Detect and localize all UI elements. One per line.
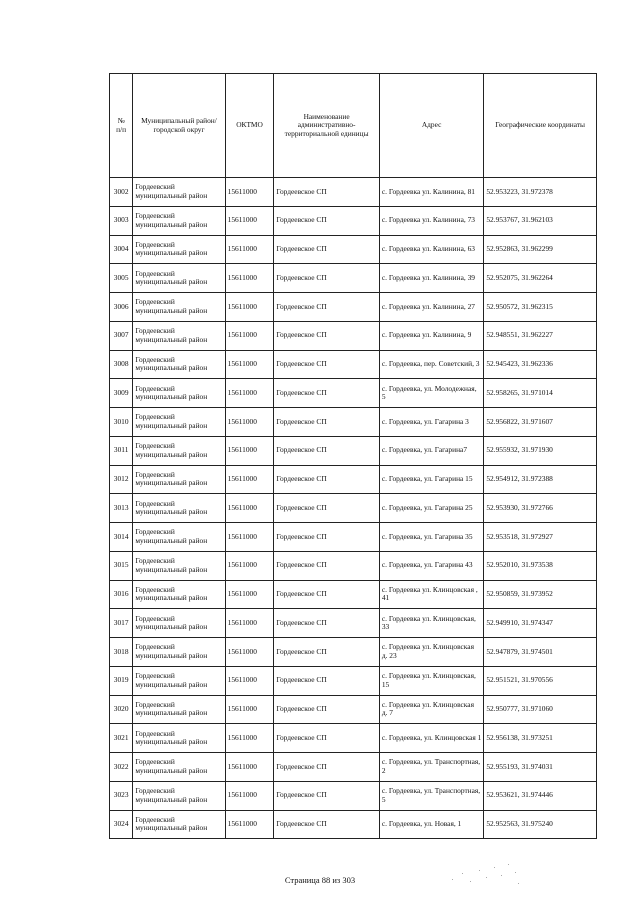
header-geo: Географические координаты (484, 74, 597, 178)
row-unit: Гордеевское СП (274, 178, 380, 207)
row-district: Гордеевский муниципальный район (133, 379, 225, 408)
row-geo: 52.958265, 31.971014 (484, 379, 597, 408)
row-unit: Гордеевское СП (274, 695, 380, 724)
row-oktmo: 15611000 (225, 666, 274, 695)
row-geo: 52.956822, 31.971607 (484, 408, 597, 437)
row-num: 3005 (110, 264, 133, 293)
row-oktmo: 15611000 (225, 724, 274, 753)
header-unit: Наименование административно-территориальной единицы (274, 74, 380, 178)
row-unit: Гордеевское СП (274, 609, 380, 638)
row-num: 3017 (110, 609, 133, 638)
row-num: 3009 (110, 379, 133, 408)
table-row (110, 321, 597, 350)
row-district: Гордеевский муниципальный район (133, 724, 225, 753)
row-unit: Гордеевское СП (274, 235, 380, 264)
row-address: с. Гордеевка, ул. Гагарина7 (379, 436, 484, 465)
row-district: Гордеевский муниципальный район (133, 695, 225, 724)
row-oktmo: 15611000 (225, 408, 274, 437)
row-geo: 52.948551, 31.962227 (484, 321, 597, 350)
row-geo: 52.953518, 31.972927 (484, 523, 597, 552)
row-unit: Гордеевское СП (274, 523, 380, 552)
row-address: с. Гордеевка, ул. Гагарина 35 (379, 523, 484, 552)
row-num: 3004 (110, 235, 133, 264)
header-address: Адрес (379, 74, 484, 178)
row-district: Гордеевский муниципальный район (133, 465, 225, 494)
row-unit: Гордеевское СП (274, 436, 380, 465)
row-unit: Гордеевское СП (274, 666, 380, 695)
row-address: с. Гордеевка, ул. Транспортная, 2 (379, 753, 484, 782)
row-geo: 52.956138, 31.973251 (484, 724, 597, 753)
row-num: 3016 (110, 580, 133, 609)
table-row (110, 551, 597, 580)
row-oktmo: 15611000 (225, 753, 274, 782)
row-district: Гордеевский муниципальный район (133, 523, 225, 552)
row-address: с. Гордеевка, пер. Советский, 3 (379, 350, 484, 379)
row-unit: Гордеевское СП (274, 753, 380, 782)
row-unit: Гордеевское СП (274, 638, 380, 667)
row-address: с. Гордеевка ул. Калинина, 73 (379, 206, 484, 235)
table-body (110, 178, 597, 839)
row-address: с. Гордеевка ул. Клинцовская д. 23 (379, 638, 484, 667)
row-oktmo: 15611000 (225, 379, 274, 408)
row-geo: 52.955932, 31.971930 (484, 436, 597, 465)
row-district: Гордеевский муниципальный район (133, 206, 225, 235)
row-num: 3003 (110, 206, 133, 235)
row-district: Гордеевский муниципальный район (133, 753, 225, 782)
row-oktmo: 15611000 (225, 235, 274, 264)
row-geo: 52.952010, 31.973538 (484, 551, 597, 580)
row-geo: 52.950572, 31.962315 (484, 293, 597, 322)
row-oktmo: 15611000 (225, 551, 274, 580)
row-oktmo: 15611000 (225, 810, 274, 839)
row-district: Гордеевский муниципальный район (133, 293, 225, 322)
table-row (110, 781, 597, 810)
row-num: 3019 (110, 666, 133, 695)
table-row (110, 264, 597, 293)
row-geo: 52.955193, 31.974031 (484, 753, 597, 782)
row-oktmo: 15611000 (225, 494, 274, 523)
table-row (110, 666, 597, 695)
row-geo: 52.952075, 31.962264 (484, 264, 597, 293)
table-row (110, 350, 597, 379)
row-oktmo: 15611000 (225, 264, 274, 293)
row-address: с. Гордеевка, ул. Молодежная, 5 (379, 379, 484, 408)
page-footer: Страница 88 из 303 (284, 875, 356, 885)
row-address: с. Гордеевка ул. Клинцовская , 41 (379, 580, 484, 609)
row-address: с. Гордеевка, ул. Транспортная, 5 (379, 781, 484, 810)
row-district: Гордеевский муниципальный район (133, 551, 225, 580)
table-row (110, 724, 597, 753)
row-geo: 52.950777, 31.971060 (484, 695, 597, 724)
row-num: 3002 (110, 178, 133, 207)
row-num: 3006 (110, 293, 133, 322)
table-row (110, 695, 597, 724)
row-num: 3013 (110, 494, 133, 523)
row-oktmo: 15611000 (225, 293, 274, 322)
table-row (110, 235, 597, 264)
row-unit: Гордеевское СП (274, 724, 380, 753)
row-address: с. Гордеевка ул. Калинина, 27 (379, 293, 484, 322)
row-num: 3008 (110, 350, 133, 379)
row-district: Гордеевский муниципальный район (133, 666, 225, 695)
row-address: с. Гордеевка ул. Клинцовская д. 7 (379, 695, 484, 724)
row-address: с. Гордеевка ул. Калинина, 81 (379, 178, 484, 207)
row-oktmo: 15611000 (225, 178, 274, 207)
row-geo: 52.954912, 31.972388 (484, 465, 597, 494)
row-address: с. Гордеевка, ул. Гагарина 15 (379, 465, 484, 494)
row-address: с. Гордеевка ул. Калинина, 9 (379, 321, 484, 350)
row-num: 3012 (110, 465, 133, 494)
row-oktmo: 15611000 (225, 206, 274, 235)
header-district: Муниципальный район/городской округ (133, 74, 225, 178)
row-address: с. Гордеевка ул. Калинина, 39 (379, 264, 484, 293)
row-num: 3014 (110, 523, 133, 552)
row-district: Гордеевский муниципальный район (133, 638, 225, 667)
table-row (110, 465, 597, 494)
row-geo: 52.953767, 31.962103 (484, 206, 597, 235)
row-district: Гордеевский муниципальный район (133, 494, 225, 523)
row-district: Гордеевский муниципальный район (133, 408, 225, 437)
row-geo: 52.949910, 31.974347 (484, 609, 597, 638)
row-district: Гордеевский муниципальный район (133, 810, 225, 839)
row-district: Гордеевский муниципальный район (133, 321, 225, 350)
table-row (110, 753, 597, 782)
table-row (110, 206, 597, 235)
row-address: с. Гордеевка, ул. Новая, 1 (379, 810, 484, 839)
table-row (110, 379, 597, 408)
table-row (110, 408, 597, 437)
row-oktmo: 15611000 (225, 465, 274, 494)
row-geo: 52.945423, 31.962336 (484, 350, 597, 379)
row-num: 3018 (110, 638, 133, 667)
row-oktmo: 15611000 (225, 523, 274, 552)
row-num: 3021 (110, 724, 133, 753)
row-unit: Гордеевское СП (274, 810, 380, 839)
row-geo: 52.952863, 31.962299 (484, 235, 597, 264)
row-geo: 52.953930, 31.972766 (484, 494, 597, 523)
row-num: 3010 (110, 408, 133, 437)
row-unit: Гордеевское СП (274, 551, 380, 580)
row-unit: Гордеевское СП (274, 350, 380, 379)
row-oktmo: 15611000 (225, 609, 274, 638)
table-row (110, 523, 597, 552)
row-unit: Гордеевское СП (274, 580, 380, 609)
row-district: Гордеевский муниципальный район (133, 609, 225, 638)
table-row (110, 609, 597, 638)
row-unit: Гордеевское СП (274, 293, 380, 322)
row-unit: Гордеевское СП (274, 781, 380, 810)
row-geo: 52.953621, 31.974446 (484, 781, 597, 810)
row-oktmo: 15611000 (225, 580, 274, 609)
row-unit: Гордеевское СП (274, 264, 380, 293)
header-oktmo: ОКТМО (225, 74, 274, 178)
row-oktmo: 15611000 (225, 695, 274, 724)
scan-noise (448, 861, 528, 891)
row-unit: Гордеевское СП (274, 494, 380, 523)
row-unit: Гордеевское СП (274, 379, 380, 408)
row-oktmo: 15611000 (225, 350, 274, 379)
row-geo: 52.952563, 31.975240 (484, 810, 597, 839)
row-num: 3023 (110, 781, 133, 810)
table-row (110, 178, 597, 207)
table-row (110, 293, 597, 322)
row-num: 3011 (110, 436, 133, 465)
row-district: Гордеевский муниципальный район (133, 436, 225, 465)
row-unit: Гордеевское СП (274, 465, 380, 494)
row-address: с. Гордеевка ул. Клинцовская, 33 (379, 609, 484, 638)
row-oktmo: 15611000 (225, 436, 274, 465)
header-num: № п/п (110, 74, 133, 178)
row-district: Гордеевский муниципальный район (133, 781, 225, 810)
row-geo: 52.950859, 31.973952 (484, 580, 597, 609)
row-address: с. Гордеевка, ул. Гагарина 3 (379, 408, 484, 437)
row-num: 3020 (110, 695, 133, 724)
row-district: Гордеевский муниципальный район (133, 580, 225, 609)
row-num: 3015 (110, 551, 133, 580)
row-oktmo: 15611000 (225, 781, 274, 810)
table-header (110, 74, 597, 178)
row-district: Гордеевский муниципальный район (133, 350, 225, 379)
row-geo: 52.951521, 31.970556 (484, 666, 597, 695)
table-row (110, 638, 597, 667)
row-num: 3022 (110, 753, 133, 782)
row-district: Гордеевский муниципальный район (133, 178, 225, 207)
table-row (110, 436, 597, 465)
row-oktmo: 15611000 (225, 321, 274, 350)
row-address: с. Гордеевка, ул. Гагарина 25 (379, 494, 484, 523)
row-district: Гордеевский муниципальный район (133, 264, 225, 293)
row-num: 3007 (110, 321, 133, 350)
row-unit: Гордеевское СП (274, 408, 380, 437)
address-table (109, 73, 597, 839)
table-row (110, 810, 597, 839)
row-unit: Гордеевское СП (274, 206, 380, 235)
row-unit: Гордеевское СП (274, 321, 380, 350)
row-address: с. Гордеевка, ул. Гагарина 43 (379, 551, 484, 580)
row-address: с. Гордеевка, ул. Клинцовская 1 (379, 724, 484, 753)
row-district: Гордеевский муниципальный район (133, 235, 225, 264)
row-geo: 52.953223, 31.972378 (484, 178, 597, 207)
table-row (110, 580, 597, 609)
row-address: с. Гордеевка ул. Клинцовская, 15 (379, 666, 484, 695)
row-oktmo: 15611000 (225, 638, 274, 667)
table-row (110, 494, 597, 523)
row-address: с. Гордеевка ул. Калинина, 63 (379, 235, 484, 264)
row-num: 3024 (110, 810, 133, 839)
row-geo: 52.947879, 31.974501 (484, 638, 597, 667)
